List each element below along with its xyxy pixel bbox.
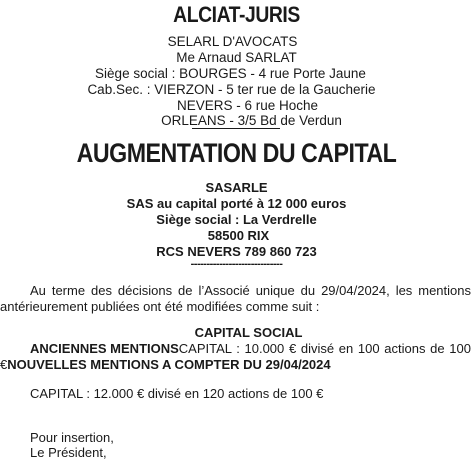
old-mentions-text: CAPITAL : 10.000 € divisé en 100 actions de 100 bbox=[178, 341, 471, 356]
notice-title: AUGMENTATION DU CAPITAL bbox=[76, 138, 397, 168]
new-capital-text: CAPITAL : 12.000 € divisé en 120 actions de 100 € bbox=[30, 386, 324, 401]
firm-office-orleans: ORLEANS - 3/5 Bd de Verdun bbox=[161, 113, 342, 128]
company-city: 58500 RIX bbox=[207, 228, 270, 243]
euro-sign: € bbox=[0, 357, 8, 372]
closing-insertion: Pour insertion, bbox=[30, 430, 114, 445]
firm-headquarters: Siège social : BOURGES - 4 rue Porte Jaune bbox=[95, 66, 366, 81]
new-mentions-label: NOUVELLES MENTIONS A COMPTER DU 29/04/2024 bbox=[7, 357, 331, 372]
firm-secondary-office: Cab.Sec. : VIERZON - 5 ter rue de la Gaucherie bbox=[87, 82, 376, 97]
closing-signatory: Le Président, bbox=[30, 445, 107, 460]
firm-name: ALCIAT-JURIS bbox=[173, 2, 300, 27]
company-separator: ----------------------------- bbox=[190, 258, 283, 270]
company-rcs: RCS NEVERS 789 860 723 bbox=[156, 244, 317, 259]
company-capital: SAS au capital porté à 12 000 euros bbox=[126, 196, 347, 211]
firm-office-nevers: NEVERS - 6 rue Hoche bbox=[176, 98, 319, 113]
intro-line-2: antérieurement publiées ont été modifiées comme suit : bbox=[0, 299, 320, 314]
company-siege: Siège social : La Verdrelle bbox=[156, 212, 317, 227]
section-heading: CAPITAL SOCIAL bbox=[194, 325, 303, 340]
old-mentions-label: ANCIENNES MENTIONS bbox=[30, 341, 179, 356]
header-divider bbox=[192, 128, 280, 129]
new-mentions-row bbox=[0, 356, 331, 373]
firm-type: SELARL D'AVOCATS bbox=[167, 34, 298, 49]
old-mentions-row bbox=[30, 340, 471, 357]
company-name: SASARLE bbox=[205, 180, 268, 195]
intro-line-1: Au terme des décisions de l’Associé unique du 29/04/2024, les mentions bbox=[30, 283, 471, 298]
firm-lawyer: Me Arnaud SARLAT bbox=[176, 50, 297, 65]
